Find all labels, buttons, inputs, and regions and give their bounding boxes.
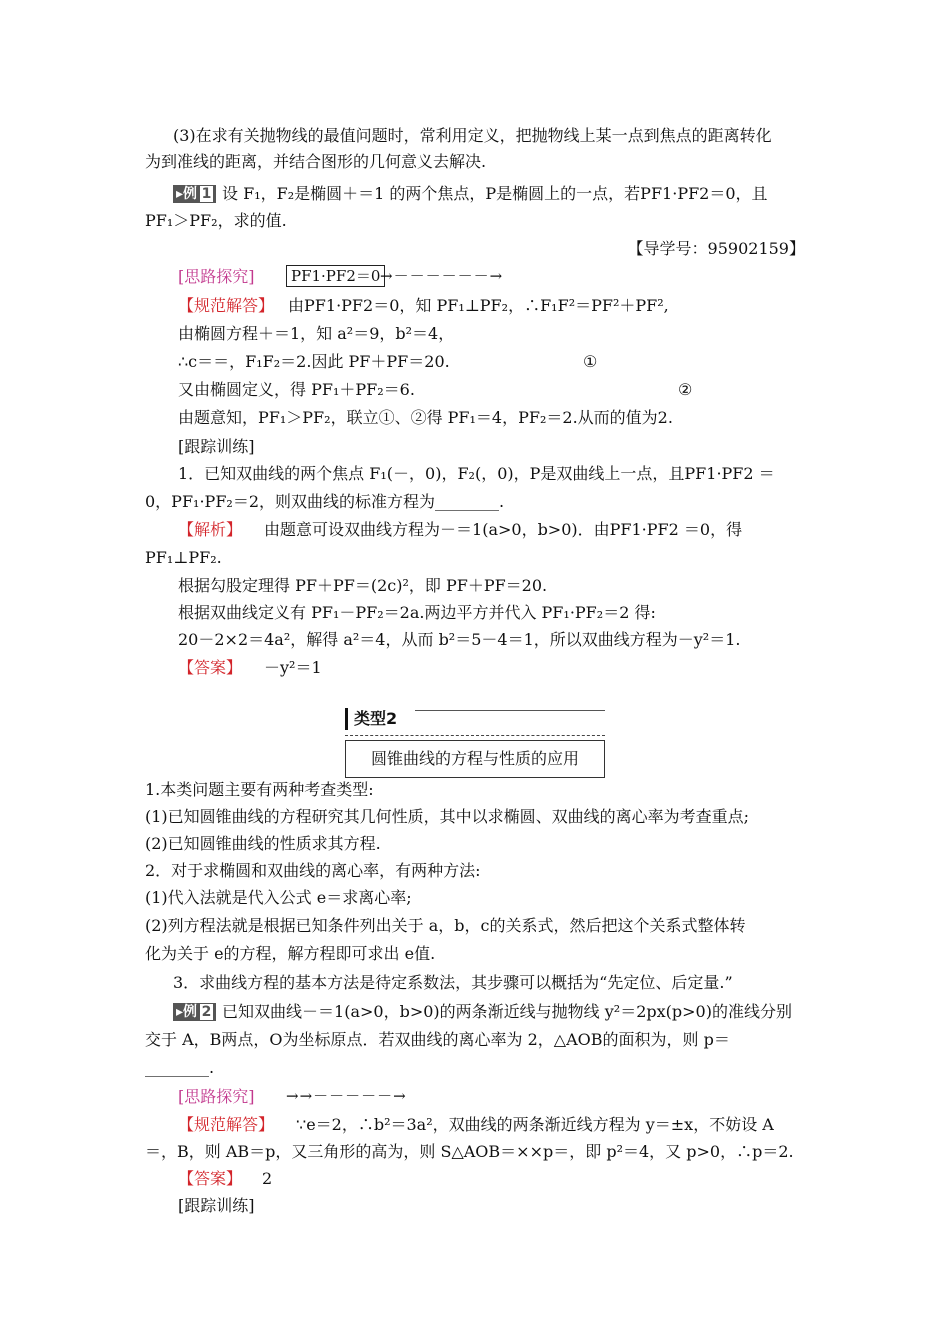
solution-1-line-4: 又由椭圆定义，得 PF₁＋PF₂＝6.: [178, 380, 415, 399]
type-2-header: [345, 708, 605, 778]
type-2-body-line-7: 化为关于 e的方程，解方程即可求出 e值.: [145, 944, 436, 963]
type-2-tag: 类型2: [345, 708, 397, 730]
example-2-line-2: 交于 A，B两点，O为坐标原点．若双曲线的离心率为 2，△AOB的面积为，则 p＝: [145, 1030, 730, 1049]
solution-1-line-5: 由题意知，PF₁＞PF₂，联立①、②得 PF₁＝4，PF₂＝2.从而的值为2.: [178, 408, 673, 427]
training-1-answer: 【答案】 －y²＝1: [178, 658, 322, 677]
answer-label: 【答案】: [178, 658, 243, 677]
intro-line-2: 为到准线的距离，并结合图形的几何意义去解决.: [145, 152, 487, 171]
solution-1-line-2: 由椭圆方程＋＝1，知 a²＝9，b²＝4，: [178, 324, 455, 343]
type-2-body-line-6: (2)列方程法就是根据已知条件列出关于 a，b，c的关系式，然后把这个关系式整体转: [145, 916, 746, 935]
equation-mark-2: ②: [678, 380, 693, 399]
example-1-line-1: ▸例 1 设 F₁，F₂是椭圆＋＝1 的两个焦点，P是椭圆上的一点，若PF1·PF2＝0，且: [173, 183, 768, 205]
training-1-analysis-line-1: 【解析】 由题意可设双曲线方程为－＝1(a>0，b>0)．由PF1·PF2 ＝0，得: [178, 520, 743, 539]
intro-line-1: (3)在求有关抛物线的最值问题时，常利用定义，把抛物线上某一点到焦点的距离转化: [173, 126, 772, 145]
gf-label: 【规范解答】: [178, 296, 275, 315]
type-2-body-line-1: 1.本类问题主要有两种考查类型:: [145, 780, 374, 799]
training-1-q-line-1: 1．已知双曲线的两个焦点 F₁(－，0)，F₂(，0)，P是双曲线上一点，且PF1·PF2 ＝: [178, 464, 775, 483]
type-2-body-line-4: 2．对于求椭圆和双曲线的离心率，有两种方法:: [145, 861, 481, 880]
silu-label: [思路探究]: [178, 267, 255, 286]
solution-1-line-3: ∴c＝＝，F₁F₂＝2.因此 PF＋PF＝20.: [178, 352, 450, 371]
jiexi-label: 【解析】: [178, 520, 243, 539]
training-1-q-line-2: 0，PF₁·PF₂＝2，则双曲线的标准方程为________.: [145, 492, 505, 511]
type-2-body-line-5: (1)代入法就是代入公式 e＝求离心率;: [145, 888, 412, 907]
training-1-analysis-line-5: 20－2×2＝4a²，解得 a²＝4，从而 b²＝5－4＝1，所以双曲线方程为－y²＝1.: [178, 630, 741, 649]
training-1-analysis-line-2: PF₁⊥PF₂.: [145, 548, 222, 567]
type-2-body-line-3: (2)已知圆锥曲线的性质求其方程.: [145, 834, 381, 853]
type-2-body-line-2: (1)已知圆锥曲线的方程研究其几何性质，其中以求椭圆、双曲线的离心率为考查重点;: [145, 807, 750, 826]
example-1-line-2: PF₁＞PF₂，求的值.: [145, 211, 287, 230]
genzong-label-2: [跟踪训练]: [178, 1196, 255, 1215]
type-2-top-rule: [415, 710, 605, 711]
silu-arrows-2: →→－－－－－→: [286, 1087, 407, 1105]
example-2-line-1: ▸例 2 已知双曲线－＝1(a>0，b>0)的两条渐近线与抛物线 y²＝2px(p>0)的准线分别: [173, 1001, 792, 1023]
guide-number: 【导学号：95902159】: [627, 239, 805, 258]
answer-label-2: 【答案】: [178, 1169, 243, 1188]
silu-box: PF1·PF2＝0: [286, 265, 385, 287]
type-2-dashed-rule: [345, 735, 605, 736]
silu-label-2: [思路探究]: [178, 1087, 255, 1106]
genzong-label-1: [跟踪训练]: [178, 437, 255, 456]
solution-2-line-2: ＝，B，则 AB＝p，又三角形的高为，则 S△AOB＝××p＝，即 p²＝4，又 p>0，∴p＝2.: [145, 1142, 794, 1161]
example-1-badge: ▸例 1: [173, 185, 216, 203]
solution-1-line-1: 【规范解答】 由PF1·PF2＝0，知 PF₁⊥PF₂，∴F₁F²＝PF²＋PF²,: [178, 296, 669, 315]
silu-arrows: →－－－－－－→: [380, 267, 504, 285]
training-1-analysis-line-4: 根据双曲线定义有 PF₁－PF₂＝2a.两边平方并代入 PF₁·PF₂＝2 得:: [178, 603, 656, 622]
type-2-title: 圆锥曲线的方程与性质的应用: [345, 740, 605, 778]
training-1-analysis-line-3: 根据勾股定理得 PF＋PF＝(2c)²，即 PF＋PF＝20.: [178, 576, 548, 595]
solution-2-line-1: 【规范解答】 ∵e＝2，∴b²＝3a²，双曲线的两条渐近线方程为 y＝±x，不妨设 A: [178, 1115, 774, 1134]
gf-label-2: 【规范解答】: [178, 1115, 275, 1134]
equation-mark-1: ①: [583, 352, 598, 371]
example-2-badge: ▸例 2: [173, 1003, 216, 1021]
example-2-line-3: ________.: [145, 1058, 215, 1077]
type-2-body-line-8: 3．求曲线方程的基本方法是待定系数法，其步骤可以概括为“先定位、后定量.”: [173, 973, 733, 992]
example-2-answer: 【答案】 2: [178, 1169, 273, 1188]
